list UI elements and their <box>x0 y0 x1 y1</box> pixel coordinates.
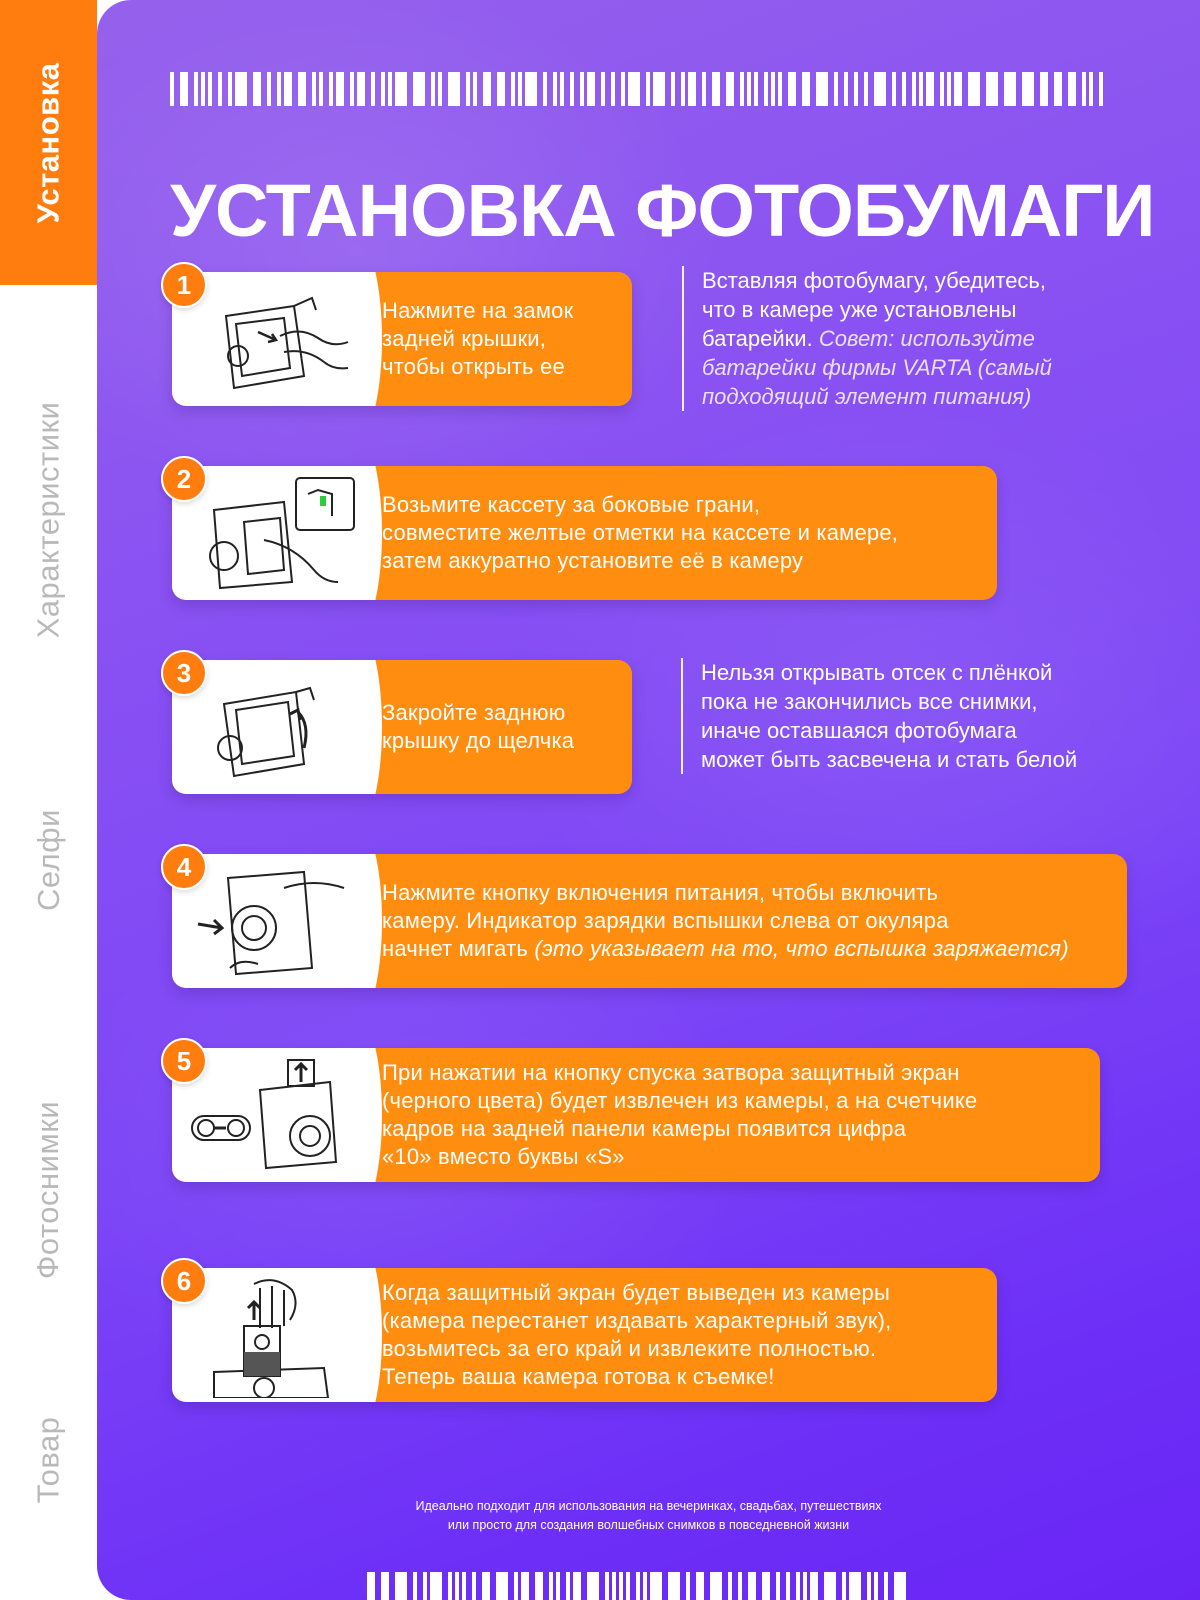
step-text: Нажмите на замок задней крышки, чтобы открыть ее <box>382 298 574 379</box>
step-card-1 <box>172 272 632 406</box>
barcode-decoration <box>170 72 1109 106</box>
tab-label: Характеристики <box>30 401 66 639</box>
step-card-4 <box>172 854 1127 988</box>
main-panel <box>97 0 1200 1600</box>
tab-harakteristiki[interactable] <box>0 320 97 720</box>
tab-tovar[interactable] <box>0 1390 97 1530</box>
tab-label: Фотоснимки <box>30 1100 66 1280</box>
step-text: Возьмите кассету за боковые грани, совместите желтые отметки на кассете и камере, затем аккуратно установите её в камеру <box>382 492 899 573</box>
battery-note: Вставляя фотобумагу, убедитесь, что в камере уже установлены батарейки. Совет: используйте батарейки фирмы VARTA (самый подходящий элемент питания) <box>682 266 1122 411</box>
step-number-badge: 1 <box>161 262 207 308</box>
barcode-decoration <box>367 1572 912 1600</box>
tab-selfi[interactable] <box>0 780 97 940</box>
warning-note: Нельзя открывать отсек с плёнкой пока не закончились все снимки, иначе оставшаяся фотобумага может быть засвечена и стать белой <box>681 658 1131 774</box>
step-text: Нажмите кнопку включения питания, чтобы включить камеру. Индикатор зарядки вспышки слева от окуляра начнет мигать (это указывает на то, что вспышка заряжается) <box>382 880 1069 961</box>
tab-ustanovka[interactable] <box>0 0 97 285</box>
step-number-badge: 5 <box>161 1038 207 1084</box>
step-text: Закройте заднюю крышку до щелчка <box>382 700 575 753</box>
step-number-badge: 3 <box>161 650 207 696</box>
camera-open-icon <box>184 276 364 402</box>
step-card-2 <box>172 466 997 600</box>
step-card-6 <box>172 1268 997 1402</box>
footer-caption: Идеально подходит для использования на вечеринках, свадьбах, путешествиях или просто для создания волшебных снимков в повседневной жизни <box>415 1499 882 1532</box>
step-text: Когда защитный экран будет выведен из камеры (камера перестанет издавать характерный звук), возьмитесь за его край и извлеките полностью. Теперь ваша камера готова к съемке! <box>382 1280 892 1389</box>
power-button-icon <box>184 858 364 984</box>
tab-label: Товар <box>30 1416 66 1504</box>
step-number-badge: 6 <box>161 1258 207 1304</box>
step-number-badge: 2 <box>161 456 207 502</box>
cassette-insert-icon <box>184 470 364 596</box>
step-card-3 <box>172 660 632 794</box>
page-title: УСТАНОВКА ФОТОБУМАГИ <box>170 168 1155 252</box>
film-eject-icon <box>184 1272 364 1398</box>
tab-label: Установка <box>30 62 66 223</box>
step-text: При нажатии на кнопку спуска затвора защитный экран (черного цвета) будет извлечен из камеры, а на счетчике кадров на задней панели камеры появится цифра «10» вместо буквы «S» <box>382 1060 978 1169</box>
counter-icon <box>184 1052 364 1178</box>
camera-close-icon <box>184 664 364 790</box>
section-tab-rail <box>0 0 97 1600</box>
tab-label: Селфи <box>30 808 66 912</box>
step-card-5 <box>172 1048 1100 1182</box>
tab-fotosnimki[interactable] <box>0 1040 97 1340</box>
step-number-badge: 4 <box>161 844 207 890</box>
